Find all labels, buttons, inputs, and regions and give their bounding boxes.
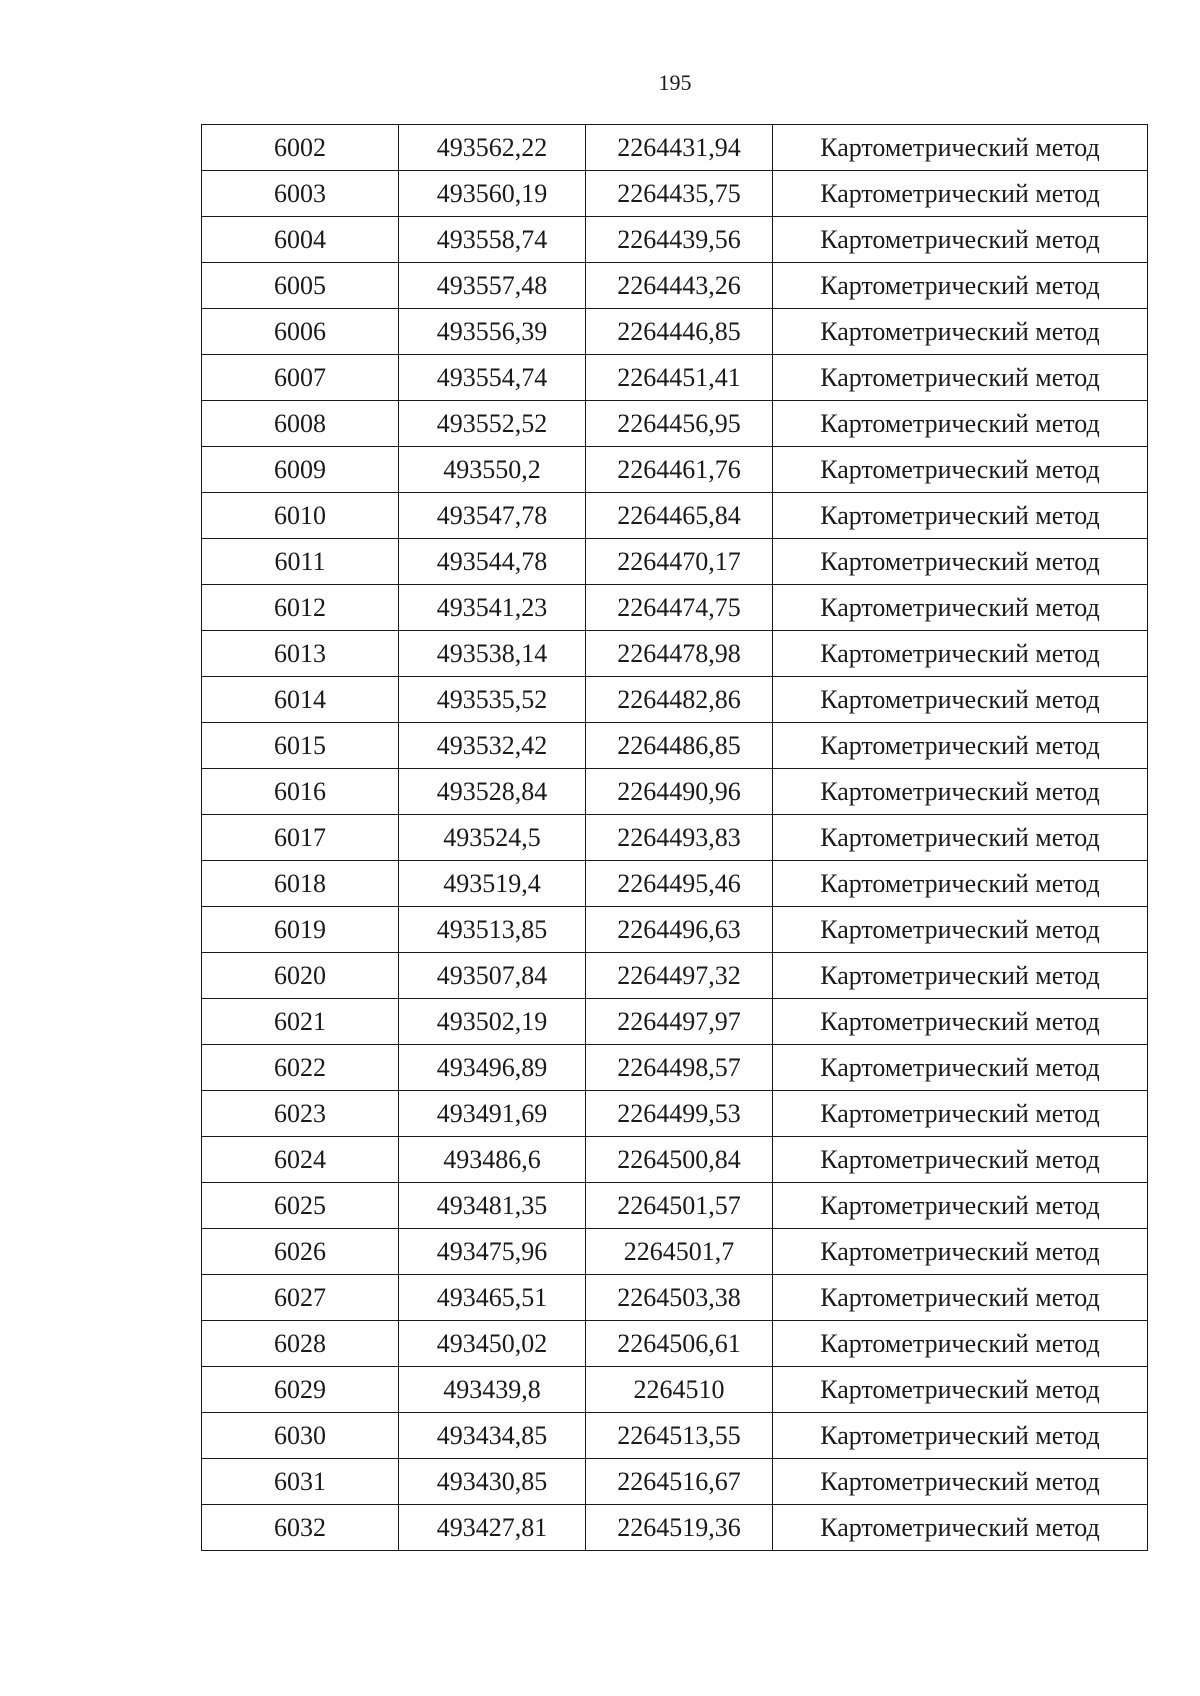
point-number-cell: 6025 xyxy=(202,1183,399,1229)
table-row xyxy=(202,1275,1148,1321)
x-coordinate-cell: 493450,02 xyxy=(399,1321,586,1367)
y-coordinate-cell: 2264499,53 xyxy=(586,1091,773,1137)
method-cell: Картометрический метод xyxy=(773,999,1148,1045)
point-number-cell: 6023 xyxy=(202,1091,399,1137)
x-coordinate-cell: 493491,69 xyxy=(399,1091,586,1137)
table-row xyxy=(202,539,1148,585)
table-row xyxy=(202,493,1148,539)
method-cell: Картометрический метод xyxy=(773,447,1148,493)
table-row xyxy=(202,1459,1148,1505)
method-cell: Картометрический метод xyxy=(773,355,1148,401)
y-coordinate-cell: 2264435,75 xyxy=(586,171,773,217)
point-number-cell: 6010 xyxy=(202,493,399,539)
point-number-cell: 6018 xyxy=(202,861,399,907)
table-row xyxy=(202,1091,1148,1137)
method-cell: Картометрический метод xyxy=(773,1045,1148,1091)
method-cell: Картометрический метод xyxy=(773,769,1148,815)
x-coordinate-cell: 493558,74 xyxy=(399,217,586,263)
method-cell: Картометрический метод xyxy=(773,631,1148,677)
x-coordinate-cell: 493562,22 xyxy=(399,125,586,171)
point-number-cell: 6019 xyxy=(202,907,399,953)
table-row xyxy=(202,953,1148,999)
table-row xyxy=(202,815,1148,861)
y-coordinate-cell: 2264486,85 xyxy=(586,723,773,769)
method-cell: Картометрический метод xyxy=(773,1459,1148,1505)
x-coordinate-cell: 493547,78 xyxy=(399,493,586,539)
y-coordinate-cell: 2264470,17 xyxy=(586,539,773,585)
x-coordinate-cell: 493557,48 xyxy=(399,263,586,309)
x-coordinate-cell: 493556,39 xyxy=(399,309,586,355)
table-row xyxy=(202,1367,1148,1413)
method-cell: Картометрический метод xyxy=(773,677,1148,723)
y-coordinate-cell: 2264503,38 xyxy=(586,1275,773,1321)
table-row xyxy=(202,861,1148,907)
point-number-cell: 6003 xyxy=(202,171,399,217)
method-cell: Картометрический метод xyxy=(773,171,1148,217)
x-coordinate-cell: 493465,51 xyxy=(399,1275,586,1321)
point-number-cell: 6009 xyxy=(202,447,399,493)
table-row xyxy=(202,1505,1148,1551)
point-number-cell: 6017 xyxy=(202,815,399,861)
y-coordinate-cell: 2264431,94 xyxy=(586,125,773,171)
y-coordinate-cell: 2264446,85 xyxy=(586,309,773,355)
point-number-cell: 6028 xyxy=(202,1321,399,1367)
y-coordinate-cell: 2264497,32 xyxy=(586,953,773,999)
point-number-cell: 6011 xyxy=(202,539,399,585)
table-row xyxy=(202,769,1148,815)
x-coordinate-cell: 493541,23 xyxy=(399,585,586,631)
table-row xyxy=(202,1183,1148,1229)
y-coordinate-cell: 2264456,95 xyxy=(586,401,773,447)
method-cell: Картометрический метод xyxy=(773,861,1148,907)
y-coordinate-cell: 2264495,46 xyxy=(586,861,773,907)
y-coordinate-cell: 2264465,84 xyxy=(586,493,773,539)
method-cell: Картометрический метод xyxy=(773,401,1148,447)
x-coordinate-cell: 493538,14 xyxy=(399,631,586,677)
point-number-cell: 6020 xyxy=(202,953,399,999)
point-number-cell: 6026 xyxy=(202,1229,399,1275)
point-number-cell: 6022 xyxy=(202,1045,399,1091)
point-number-cell: 6004 xyxy=(202,217,399,263)
x-coordinate-cell: 493544,78 xyxy=(399,539,586,585)
x-coordinate-cell: 493550,2 xyxy=(399,447,586,493)
point-number-cell: 6021 xyxy=(202,999,399,1045)
method-cell: Картометрический метод xyxy=(773,493,1148,539)
method-cell: Картометрический метод xyxy=(773,1367,1148,1413)
method-cell: Картометрический метод xyxy=(773,815,1148,861)
x-coordinate-cell: 493560,19 xyxy=(399,171,586,217)
method-cell: Картометрический метод xyxy=(773,1137,1148,1183)
point-number-cell: 6007 xyxy=(202,355,399,401)
x-coordinate-cell: 493430,85 xyxy=(399,1459,586,1505)
y-coordinate-cell: 2264498,57 xyxy=(586,1045,773,1091)
y-coordinate-cell: 2264501,57 xyxy=(586,1183,773,1229)
method-cell: Картометрический метод xyxy=(773,263,1148,309)
table-row xyxy=(202,723,1148,769)
coordinates-table-body xyxy=(202,125,1148,1551)
page-number: 195 xyxy=(658,70,692,95)
table-row xyxy=(202,263,1148,309)
method-cell: Картометрический метод xyxy=(773,1183,1148,1229)
y-coordinate-cell: 2264451,41 xyxy=(586,355,773,401)
method-cell: Картометрический метод xyxy=(773,723,1148,769)
table-row xyxy=(202,907,1148,953)
method-cell: Картометрический метод xyxy=(773,1505,1148,1551)
method-cell: Картометрический метод xyxy=(773,125,1148,171)
y-coordinate-cell: 2264500,84 xyxy=(586,1137,773,1183)
y-coordinate-cell: 2264510 xyxy=(586,1367,773,1413)
x-coordinate-cell: 493434,85 xyxy=(399,1413,586,1459)
y-coordinate-cell: 2264478,98 xyxy=(586,631,773,677)
x-coordinate-cell: 493552,52 xyxy=(399,401,586,447)
table-row xyxy=(202,171,1148,217)
y-coordinate-cell: 2264443,26 xyxy=(586,263,773,309)
table-row xyxy=(202,1045,1148,1091)
x-coordinate-cell: 493475,96 xyxy=(399,1229,586,1275)
x-coordinate-cell: 493519,4 xyxy=(399,861,586,907)
x-coordinate-cell: 493513,85 xyxy=(399,907,586,953)
point-number-cell: 6002 xyxy=(202,125,399,171)
method-cell: Картометрический метод xyxy=(773,1321,1148,1367)
point-number-cell: 6032 xyxy=(202,1505,399,1551)
table-row xyxy=(202,125,1148,171)
table-row xyxy=(202,1321,1148,1367)
point-number-cell: 6012 xyxy=(202,585,399,631)
method-cell: Картометрический метод xyxy=(773,309,1148,355)
method-cell: Картометрический метод xyxy=(773,585,1148,631)
x-coordinate-cell: 493486,6 xyxy=(399,1137,586,1183)
table-row xyxy=(202,999,1148,1045)
x-coordinate-cell: 493481,35 xyxy=(399,1183,586,1229)
point-number-cell: 6006 xyxy=(202,309,399,355)
table-row xyxy=(202,355,1148,401)
point-number-cell: 6015 xyxy=(202,723,399,769)
table-row xyxy=(202,631,1148,677)
method-cell: Картометрический метод xyxy=(773,217,1148,263)
method-cell: Картометрический метод xyxy=(773,1091,1148,1137)
point-number-cell: 6013 xyxy=(202,631,399,677)
x-coordinate-cell: 493496,89 xyxy=(399,1045,586,1091)
y-coordinate-cell: 2264493,83 xyxy=(586,815,773,861)
point-number-cell: 6029 xyxy=(202,1367,399,1413)
table-row xyxy=(202,217,1148,263)
x-coordinate-cell: 493528,84 xyxy=(399,769,586,815)
y-coordinate-cell: 2264506,61 xyxy=(586,1321,773,1367)
x-coordinate-cell: 493535,52 xyxy=(399,677,586,723)
y-coordinate-cell: 2264497,97 xyxy=(586,999,773,1045)
method-cell: Картометрический метод xyxy=(773,1275,1148,1321)
method-cell: Картометрический метод xyxy=(773,1413,1148,1459)
point-number-cell: 6027 xyxy=(202,1275,399,1321)
x-coordinate-cell: 493554,74 xyxy=(399,355,586,401)
x-coordinate-cell: 493524,5 xyxy=(399,815,586,861)
y-coordinate-cell: 2264461,76 xyxy=(586,447,773,493)
x-coordinate-cell: 493502,19 xyxy=(399,999,586,1045)
method-cell: Картометрический метод xyxy=(773,953,1148,999)
table-row xyxy=(202,1413,1148,1459)
table-row xyxy=(202,677,1148,723)
coordinates-table xyxy=(201,124,1148,1551)
y-coordinate-cell: 2264519,36 xyxy=(586,1505,773,1551)
point-number-cell: 6008 xyxy=(202,401,399,447)
table-row xyxy=(202,585,1148,631)
point-number-cell: 6016 xyxy=(202,769,399,815)
table-row xyxy=(202,309,1148,355)
table-row xyxy=(202,1137,1148,1183)
x-coordinate-cell: 493507,84 xyxy=(399,953,586,999)
x-coordinate-cell: 493532,42 xyxy=(399,723,586,769)
method-cell: Картометрический метод xyxy=(773,539,1148,585)
y-coordinate-cell: 2264482,86 xyxy=(586,677,773,723)
point-number-cell: 6024 xyxy=(202,1137,399,1183)
point-number-cell: 6005 xyxy=(202,263,399,309)
x-coordinate-cell: 493427,81 xyxy=(399,1505,586,1551)
y-coordinate-cell: 2264496,63 xyxy=(586,907,773,953)
method-cell: Картометрический метод xyxy=(773,1229,1148,1275)
point-number-cell: 6031 xyxy=(202,1459,399,1505)
y-coordinate-cell: 2264439,56 xyxy=(586,217,773,263)
y-coordinate-cell: 2264490,96 xyxy=(586,769,773,815)
point-number-cell: 6014 xyxy=(202,677,399,723)
point-number-cell: 6030 xyxy=(202,1413,399,1459)
table-row xyxy=(202,447,1148,493)
table-row xyxy=(202,1229,1148,1275)
y-coordinate-cell: 2264513,55 xyxy=(586,1413,773,1459)
x-coordinate-cell: 493439,8 xyxy=(399,1367,586,1413)
y-coordinate-cell: 2264501,7 xyxy=(586,1229,773,1275)
y-coordinate-cell: 2264516,67 xyxy=(586,1459,773,1505)
y-coordinate-cell: 2264474,75 xyxy=(586,585,773,631)
method-cell: Картометрический метод xyxy=(773,907,1148,953)
table-row xyxy=(202,401,1148,447)
